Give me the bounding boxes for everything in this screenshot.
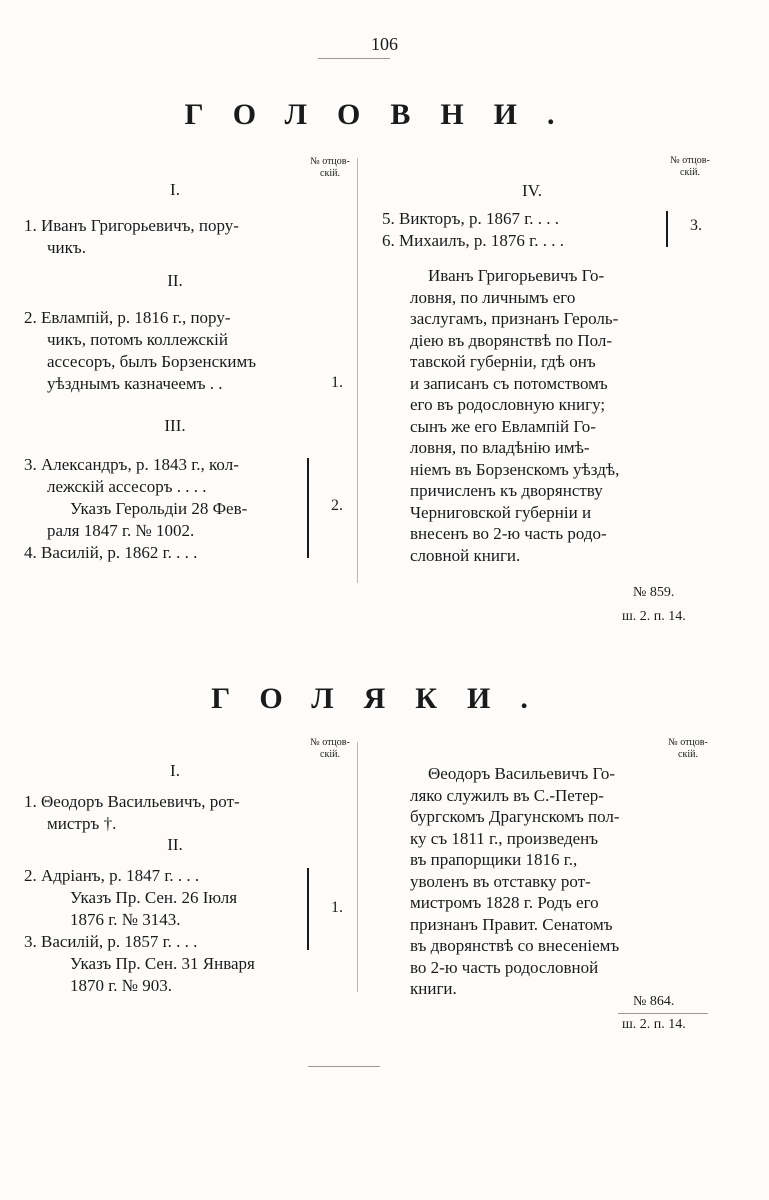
column-divider <box>357 742 358 992</box>
person-entry-cont: лежскій ассесоръ . . . . <box>47 477 207 496</box>
column-header-right: № отцов- скій. <box>670 155 710 178</box>
person-entry-cont: ассесоръ, былъ Борзенскимъ <box>47 352 257 371</box>
footer-rule <box>308 1066 380 1067</box>
generation-label: II. <box>167 835 183 854</box>
person-entry: 3. Александръ, р. 1843 г., кол- <box>24 455 239 474</box>
archive-shelf: ш. 2. п. 14. <box>622 609 686 624</box>
bracket <box>666 211 668 247</box>
note-paragraph <box>410 265 663 566</box>
section-title-golyaki: ГОЛЯКИ. <box>211 682 558 715</box>
note-line: ляко служилъ въ С.-Петер- <box>410 785 604 805</box>
note-line: словной книги. <box>410 545 521 565</box>
column-header-right: № отцов- скій. <box>668 737 708 760</box>
note-line: Иванъ Григорьевичъ Го- <box>428 266 605 285</box>
note-line: мистромъ 1828 г. Родъ его <box>410 893 599 912</box>
generation-label: IV. <box>522 181 542 200</box>
decree-entry-cont: раля 1847 г. № 1002. <box>47 521 195 540</box>
section-title-golovni: ГОЛОВНИ. <box>184 98 585 131</box>
father-number: 1. <box>331 374 343 391</box>
column-divider <box>357 158 358 583</box>
note-line: признанъ Правит. Сенатомъ <box>410 914 613 934</box>
note-line: сынъ же его Евлампій Го- <box>410 416 596 436</box>
person-entry: 2. Адріанъ, р. 1847 г. . . . <box>24 866 200 885</box>
person-entry: 4. Василій, р. 1862 г. . . . <box>24 543 198 562</box>
decree-entry-cont: 1876 г. № 3143. <box>70 910 181 929</box>
decree-entry-cont: 1870 г. № 903. <box>70 976 173 995</box>
note-line: уволенъ въ отставку рот- <box>410 871 591 891</box>
note-line: во 2-ю часть родословной <box>410 957 599 977</box>
note-line: его въ родословную книгу; <box>410 395 606 414</box>
note-line: ку съ 1811 г., произведенъ <box>410 828 599 848</box>
note-line: ніемъ въ Борзенскомъ уѣздѣ, <box>410 459 620 479</box>
note-line: Черниговской губерніи и <box>410 502 592 522</box>
generation-label: II. <box>167 271 183 290</box>
note-line: въ дворянствѣ со внесеніемъ <box>410 936 620 955</box>
note-line: Θеодоръ Васильевичъ Го- <box>428 764 616 783</box>
note-line: ловня, по личнымъ его <box>410 287 576 307</box>
decree-entry: Указъ Пр. Сен. 26 Іюля <box>70 888 238 907</box>
archive-number: № 864. <box>633 994 675 1009</box>
decree-entry: Указъ Герольдіи 28 Фев- <box>70 499 248 518</box>
person-entry: 3. Василій, р. 1857 г. . . . <box>24 932 198 951</box>
person-entry: 5. Викторъ, р. 1867 г. . . . <box>382 209 560 228</box>
page-number: 106 <box>371 34 398 54</box>
note-line: діею въ дворянствѣ по Пол- <box>410 330 613 350</box>
person-entry: 6. Михаилъ, р. 1876 г. . . . <box>382 231 564 250</box>
father-number: 3. <box>690 217 702 234</box>
note-line: книги. <box>410 979 457 998</box>
note-line: заслугамъ, признанъ Героль- <box>410 309 619 328</box>
note-paragraph <box>410 763 663 1000</box>
archive-rule <box>618 1013 708 1014</box>
note-line: причисленъ къ дворянству <box>410 481 603 500</box>
column-header-left: № отцов- скій. <box>310 737 350 760</box>
person-entry-cont: чикъ. <box>47 238 86 257</box>
note-line: тавской губерніи, гдѣ онъ <box>410 352 596 371</box>
generation-label: III. <box>164 416 186 435</box>
father-number: 2. <box>331 497 343 514</box>
decree-entry: Указъ Пр. Сен. 31 Января <box>70 954 255 973</box>
note-line: бургскомъ Драгунскомъ пол- <box>410 807 620 826</box>
page-number-rule <box>318 58 390 59</box>
column-header-left: № отцов- скій. <box>310 156 350 179</box>
note-line: ловня, по владѣнію имѣ- <box>410 438 590 457</box>
generation-label: I. <box>170 180 180 199</box>
person-entry-cont: уѣзднымъ казначеемъ . . <box>47 374 223 393</box>
person-entry-cont: мистръ †. <box>47 814 117 833</box>
generation-label: I. <box>170 761 180 780</box>
bracket <box>307 458 309 558</box>
note-line: внесенъ во 2-ю часть родо- <box>410 524 607 543</box>
person-entry: 1. Θеодоръ Васильевичъ, рот- <box>24 792 240 811</box>
person-entry: 2. Евлампій, р. 1816 г., пору- <box>24 308 231 327</box>
note-line: и записанъ съ потомствомъ <box>410 373 608 393</box>
note-line: въ прапорщики 1816 г., <box>410 850 578 869</box>
person-entry: 1. Иванъ Григорьевичъ, пору- <box>24 216 239 235</box>
bracket <box>307 868 309 950</box>
father-number: 1. <box>331 899 343 916</box>
person-entry-cont: чикъ, потомъ коллежскій <box>47 330 228 349</box>
archive-number: № 859. <box>633 585 675 600</box>
archive-shelf: ш. 2. п. 14. <box>622 1017 686 1032</box>
